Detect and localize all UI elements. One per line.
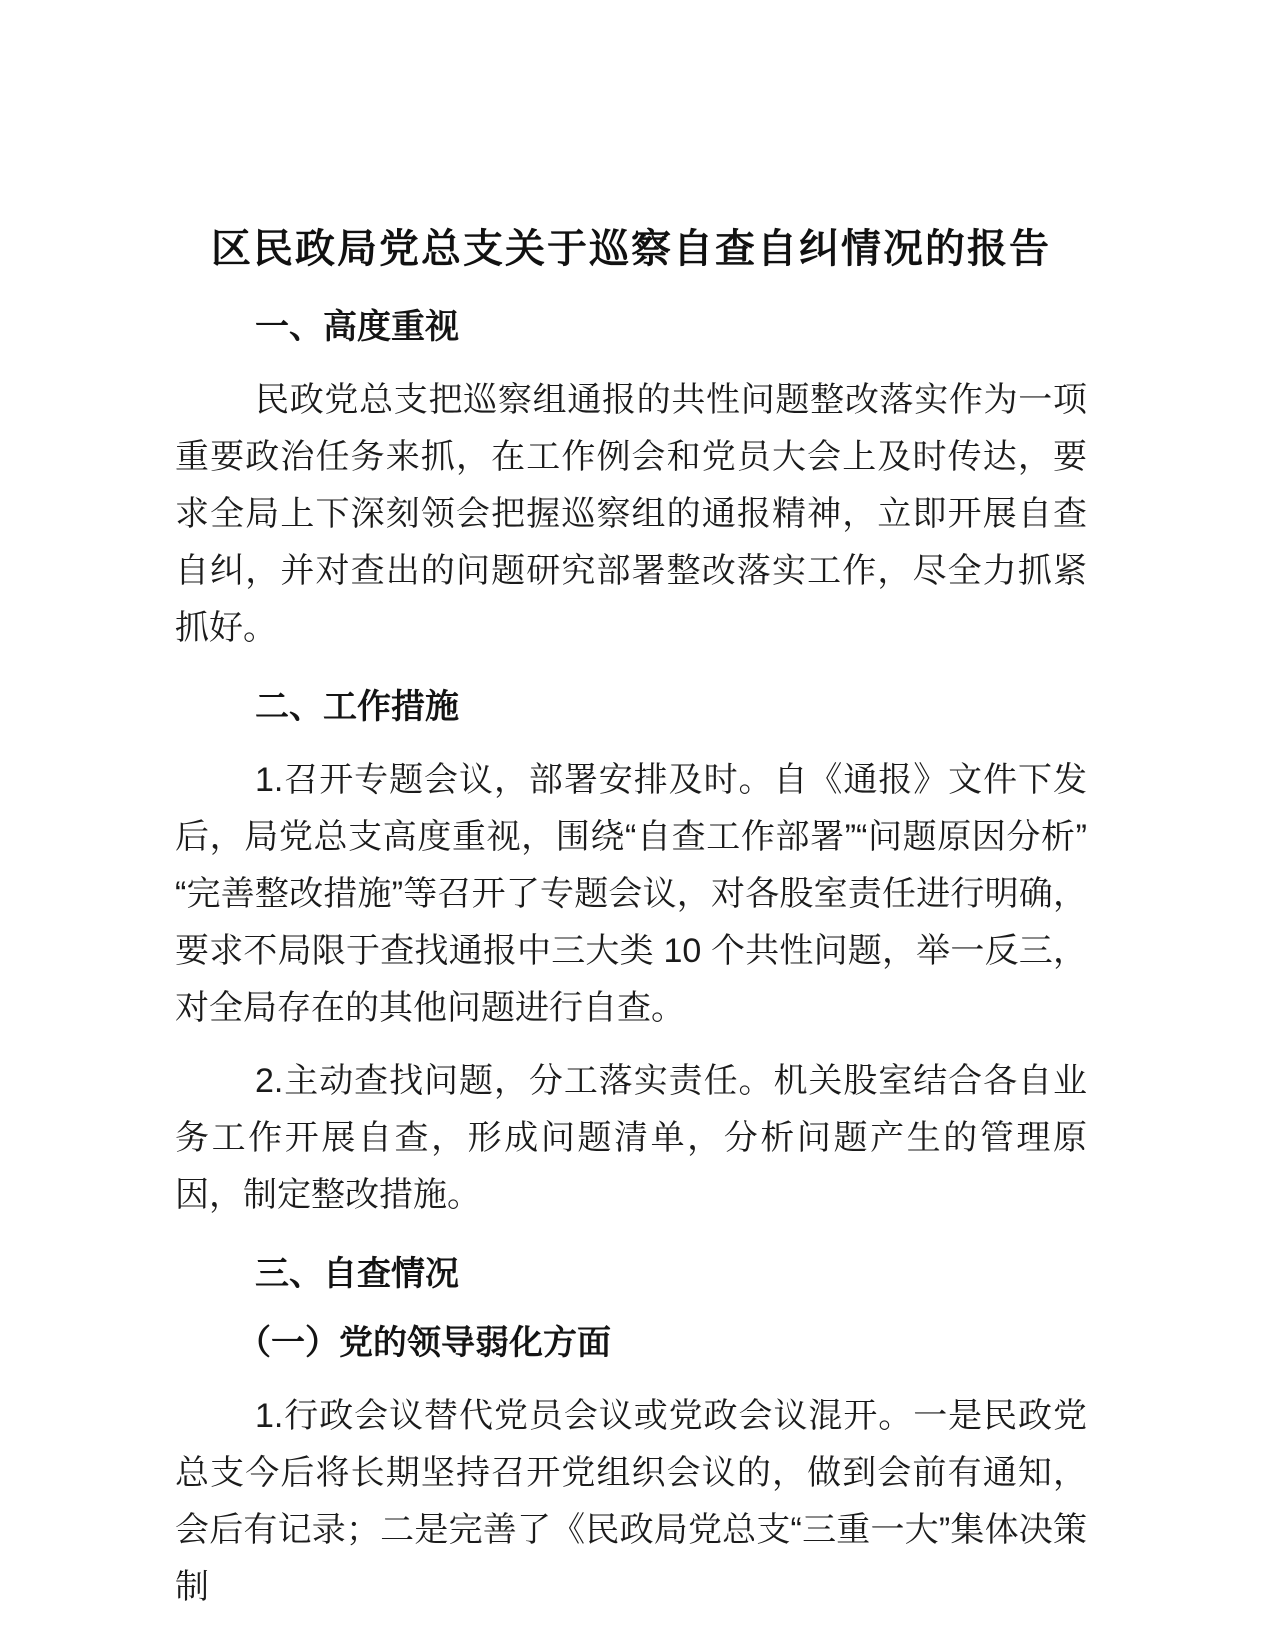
section-heading-3: 三、自查情况 <box>255 1255 459 1293</box>
document-title: 区民政局党总支关于巡察自查自纠情况的报告 <box>211 227 1051 271</box>
section-heading-1: 一、高度重视 <box>255 308 459 346</box>
body-paragraph-2: 1.召开专题会议，部署安排及时。自《通报》文件下发后，局党总支高度重视，围绕“自查工作部署”“问题原因分析”“完善整改措施”等召开了专题会议，对各股室责任进行明确，要求不局限于查找通报中三大类 10 个共性问题，举一反三，对全局存在的其他问题进行自查。 <box>175 761 1087 1027</box>
body-paragraph-1: 民政党总支把巡察组通报的共性问题整改落实作为一项重要政治任务来抓，在工作例会和党员大会上及时传达，要求全局上下深刻领会把握巡察组的通报精神，立即开展自查自纠，并对查出的问题研究部署整改落实工作，尽全力抓紧抓好。 <box>175 381 1087 647</box>
section-heading-2: 二、工作措施 <box>255 688 459 726</box>
body-paragraph-3: 2.主动查找问题，分工落实责任。机关股室结合各自业务工作开展自查，形成问题清单，分析问题产生的管理原因，制定整改措施。 <box>175 1062 1087 1214</box>
body-paragraph-4: 1.行政会议替代党员会议或党政会议混开。一是民政党总支今后将长期坚持召开党组织会议的，做到会前有通知，会后有记录；二是完善了《民政局党总支“三重一大”集体决策制 <box>175 1397 1087 1606</box>
sub-section-heading-1: （一）党的领导弱化方面 <box>237 1324 611 1362</box>
